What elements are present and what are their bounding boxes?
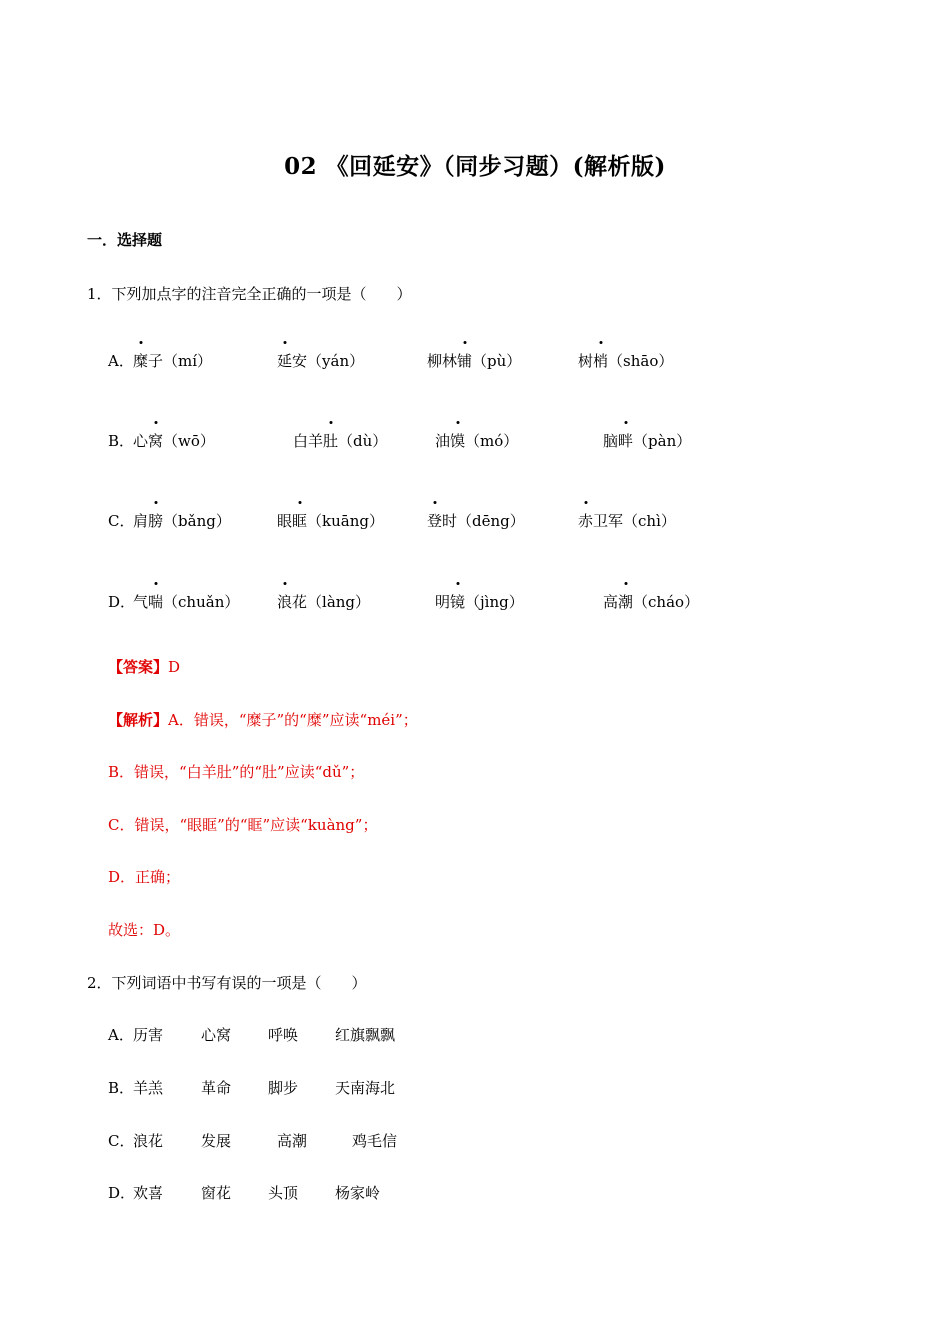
q2-option-a-word-3: 呼唤: [268, 1026, 299, 1044]
q2-option-b-word-2: 革命: [201, 1079, 232, 1097]
q1-option-a-label: A．: [108, 352, 134, 370]
word-prefix: 树: [578, 352, 594, 370]
pinyin: （jìng）: [465, 593, 524, 611]
word-prefix: 心: [133, 432, 149, 450]
emphasis-dot-icon: [433, 501, 436, 504]
q2-option-d-word-1: 欢喜: [133, 1184, 164, 1202]
q2-option-d-word-2: 窗花: [201, 1184, 232, 1202]
word-prefix: 高: [603, 593, 619, 611]
pinyin: （kuāng）: [307, 512, 384, 530]
q1-option-c-word-3: [427, 510, 525, 531]
q2-option-c-word-2: 发展: [201, 1132, 232, 1150]
q1-option-d-word-3: [435, 591, 524, 612]
q2-option-c-label: C．: [108, 1132, 135, 1150]
pinyin: （cháo）: [633, 593, 700, 611]
pinyin: （bǎng）: [163, 512, 231, 530]
dotted-character: 膀: [148, 510, 163, 531]
q2-option-c-word-3: 高潮: [277, 1132, 308, 1150]
word-prefix: 眼: [277, 512, 293, 530]
word-prefix: 柳林: [427, 352, 458, 370]
q1-option-c-word-1: [133, 510, 231, 531]
answer-tag: 【答案】: [108, 658, 169, 676]
word-prefix: 气: [133, 593, 149, 611]
pinyin: （làng）: [307, 593, 371, 611]
emphasis-dot-icon: [456, 421, 459, 424]
q1-option-c-word-4: [578, 510, 676, 531]
q2-option-b-word-3: 脚步: [268, 1079, 299, 1097]
q1-option-a-word-3: [427, 350, 521, 371]
q1-option-a-word-4: [578, 350, 673, 371]
q2-option-a-word-4: 红旗飘飘: [335, 1026, 396, 1044]
emphasis-dot-icon: [456, 582, 459, 585]
dotted-character: 赤: [578, 510, 593, 531]
q2-option-b-label: B．: [108, 1079, 135, 1097]
pinyin: （pàn）: [633, 432, 692, 450]
word-prefix: 油: [435, 432, 451, 450]
pinyin: （pù）: [472, 352, 522, 370]
dotted-character: 肚: [323, 430, 338, 451]
section-heading: 一．选择题: [87, 231, 163, 249]
dotted-character: 梢: [593, 350, 608, 371]
emphasis-dot-icon: [154, 421, 157, 424]
emphasis-dot-icon: [283, 582, 286, 585]
word-suffix: 时: [442, 512, 458, 530]
dotted-character: 喘: [148, 591, 163, 612]
analysis-line-a: [108, 709, 418, 730]
q1-option-c-label: C．: [108, 512, 135, 530]
q1-option-d-label: D．: [108, 593, 136, 611]
q1-option-d-word-1: [133, 591, 239, 612]
q1-option-d-word-4: [603, 591, 699, 612]
analysis-line-b: B．错误，“白羊肚”的“肚”应读“dǔ”；: [108, 763, 365, 781]
pinyin: （chuǎn）: [163, 593, 240, 611]
q1-option-a-word-1: [133, 350, 212, 371]
q2-option-d-label: D．: [108, 1184, 136, 1202]
q1-option-a-word-2: [277, 350, 364, 371]
pinyin: （shāo）: [608, 352, 674, 370]
q1-option-b-word-4: [603, 430, 691, 451]
page-title: 02 《回延安》（同步习题）(解析版): [284, 153, 666, 180]
q1-option-b-word-1: [133, 430, 215, 451]
q2-option-b-word-4: 天南海北: [335, 1079, 396, 1097]
pinyin: （mí）: [163, 352, 213, 370]
emphasis-dot-icon: [463, 341, 466, 344]
q2-option-c-word-1: 浪花: [133, 1132, 164, 1150]
emphasis-dot-icon: [329, 421, 332, 424]
dotted-character: 延: [277, 350, 292, 371]
word-prefix: 肩: [133, 512, 149, 530]
analysis-text-a: A．错误，“糜子”的“糜”应读“méi”；: [168, 711, 418, 729]
q1-option-b-word-2: [293, 430, 387, 451]
emphasis-dot-icon: [154, 582, 157, 585]
dotted-character: 镜: [450, 591, 465, 612]
emphasis-dot-icon: [139, 341, 142, 344]
emphasis-dot-icon: [283, 341, 286, 344]
dotted-character: 浪: [277, 591, 292, 612]
pinyin: （mó）: [465, 432, 519, 450]
dotted-character: 铺: [457, 350, 472, 371]
pinyin: （wō）: [163, 432, 215, 450]
dotted-character: 馍: [450, 430, 465, 451]
emphasis-dot-icon: [624, 421, 627, 424]
emphasis-dot-icon: [599, 341, 602, 344]
analysis-line-d: D．正确；: [108, 868, 181, 886]
q2-option-d-word-3: 头顶: [268, 1184, 299, 1202]
q1-option-b-word-3: [435, 430, 518, 451]
q2-option-d-word-4: 杨家岭: [335, 1184, 381, 1202]
word-suffix: 花: [292, 593, 308, 611]
answer-line: [108, 656, 180, 677]
q2-option-b-word-1: 羊羔: [133, 1079, 164, 1097]
analysis-conclusion: 故选：D。: [108, 921, 181, 939]
dotted-character: 潮: [618, 591, 633, 612]
q1-option-d-word-2: [277, 591, 370, 612]
question-1-stem: 1．下列加点字的注音完全正确的一项是（ ）: [87, 285, 412, 303]
emphasis-dot-icon: [154, 501, 157, 504]
question-2-stem: 2．下列词语中书写有误的一项是（ ）: [87, 974, 367, 992]
answer-value: D: [168, 658, 181, 676]
dotted-character: 登: [427, 510, 442, 531]
emphasis-dot-icon: [298, 501, 301, 504]
q1-option-b-label: B．: [108, 432, 135, 450]
emphasis-dot-icon: [624, 582, 627, 585]
q2-option-a-label: A．: [108, 1026, 134, 1044]
q2-option-c-word-4: 鸡毛信: [352, 1132, 398, 1150]
dotted-character: 窝: [148, 430, 163, 451]
dotted-character: 眶: [292, 510, 307, 531]
word-prefix: 白羊: [293, 432, 324, 450]
pinyin: （yán）: [307, 352, 365, 370]
word-prefix: 明: [435, 593, 451, 611]
pinyin: （dù）: [338, 432, 388, 450]
word-prefix: 脑: [603, 432, 619, 450]
q2-option-a-word-2: 心窝: [201, 1026, 232, 1044]
q2-option-a-word-1: 历害: [133, 1026, 164, 1044]
q1-option-c-word-2: [277, 510, 384, 531]
dotted-character: 畔: [618, 430, 633, 451]
word-suffix: 安: [292, 352, 308, 370]
emphasis-dot-icon: [584, 501, 587, 504]
dotted-character: 糜: [133, 350, 148, 371]
pinyin: （dēng）: [457, 512, 525, 530]
pinyin: （chì）: [623, 512, 676, 530]
word-suffix: 卫军: [593, 512, 624, 530]
analysis-line-c: C．错误，“眼眶”的“眶”应读“kuàng”；: [108, 816, 378, 834]
analysis-tag: 【解析】: [108, 711, 169, 729]
word-suffix: 子: [148, 352, 164, 370]
